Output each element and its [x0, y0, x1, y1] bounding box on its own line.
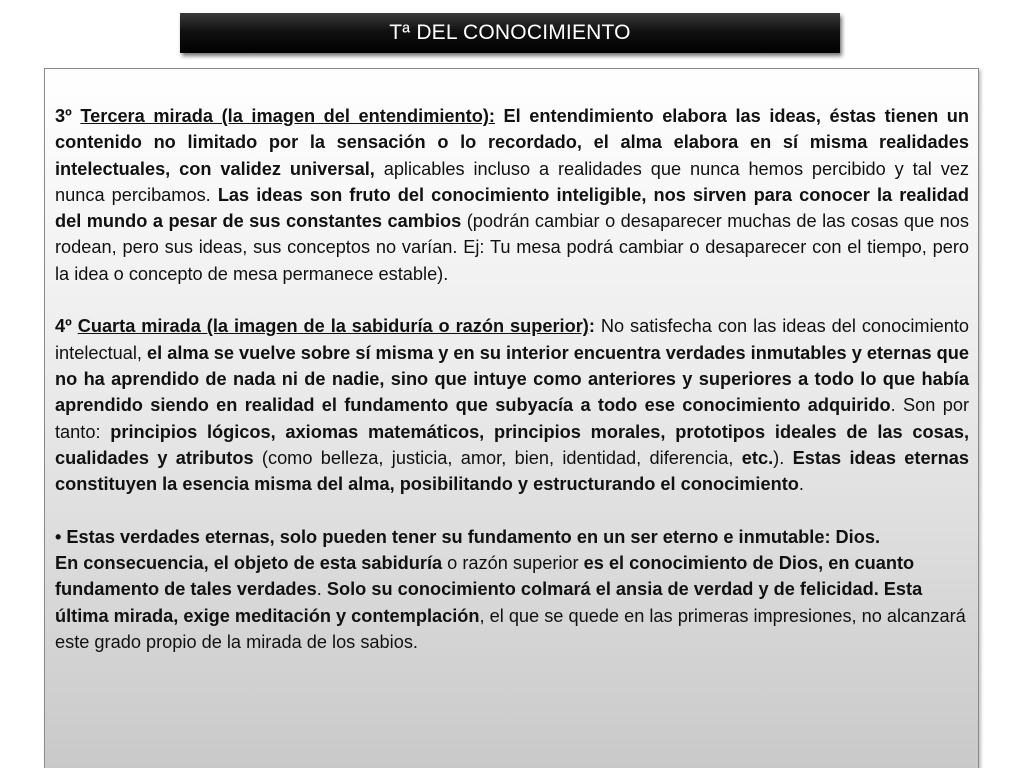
p1-heading: Tercera mirada (la imagen del entendimiento): — [80, 106, 495, 126]
p3-text-3: o razón superior — [442, 553, 584, 574]
p2-text-8: Estas ideas eternas constituyen la esencia misma del alma, posibilitando y estructurando el conocimiento — [55, 447, 969, 495]
bullet-icon: • — [55, 526, 62, 547]
content-box — [44, 68, 979, 768]
p1-text-2: aplicables incluso a realidades que nunca hemos percibido y tal vez nunca percibamos. — [55, 158, 969, 205]
p3-text-4: es el conocimiento de Dios, en cuanto fundamento de tales verdades — [55, 553, 915, 600]
p2-text-5: (como belleza, justicia, amor, bien, identidad, diferencia, — [253, 447, 742, 468]
slide-title: Tª DEL CONOCIMIENTO — [389, 21, 631, 44]
p2-text-1: No satisfecha con las ideas del conocimiento intelectual, — [55, 316, 970, 363]
p1-text-4: (podrán cambiar o desaparecer muchas de las cosas que nos rodean, pero sus ideas, sus conceptos no varían. Ej: Tu mesa podrá cambiar o desaparecer con el tiempo, pero la idea o concepto de mesa permanece estable). — [55, 211, 969, 284]
p3-text-5: . — [316, 579, 327, 600]
p3-text-7: , el que se quede en las primeras impresiones, no alcanzará este grado propio de la mirada de los sabios. — [55, 605, 966, 652]
p2-colon: : — [588, 316, 595, 337]
p2-heading: Cuarta mirada (la imagen de la sabiduría o razón superior) — [77, 316, 589, 337]
paragraph-gap — [55, 497, 969, 523]
p3-text-6: Solo su conocimiento colmará el ansia de verdad y de felicidad. Esta última mirada, exige meditación y contemplación — [55, 579, 923, 626]
paragraph-gap — [55, 287, 969, 313]
p1-text-1: El entendimiento elabora las ideas, éstas tienen un contenido no limitado por la sensación o lo recordado, el alma elabora en sí misma realidades intelectuales, con validez universal, — [55, 106, 969, 179]
paragraph-bullet — [55, 524, 969, 655]
p2-text-7: ). — [773, 447, 793, 468]
p2-number: 4º — [55, 316, 72, 337]
p1-text-3: Las ideas son fruto del conocimiento inteligible, nos sirven para conocer la realidad del mundo a pesar de sus constantes cambios — [55, 184, 969, 232]
content-text — [55, 103, 969, 655]
p3-text-2: En consecuencia, el objeto de esta sabiduría — [55, 553, 443, 574]
p2-text-3: . Son por tanto: — [55, 395, 969, 442]
paragraph-fourth-look — [55, 313, 969, 497]
title-banner — [180, 13, 840, 53]
p2-text-4: principios lógicos, axiomas matemáticos, principios morales, prototipos ideales de las cosas, cualidades y atributos — [55, 421, 969, 468]
p2-text-9: . — [798, 474, 804, 495]
p2-text-2: el alma se vuelve sobre sí misma y en su interior encuentra verdades inmutables y eternas que no ha aprendido de nada ni de nadie, sino que intuye como anteriores y superiores a todo lo que había aprendido siendo en realidad el fundamento que subyacía a todo ese conocimiento adquirido — [55, 342, 969, 416]
p3-text-1: Estas verdades eternas, solo pueden tener su fundamento en un ser eterno e inmutable: Dios. — [61, 526, 881, 547]
p1-number: 3º — [55, 106, 72, 126]
p2-text-6: etc. — [741, 447, 774, 468]
paragraph-third-look — [55, 103, 969, 287]
